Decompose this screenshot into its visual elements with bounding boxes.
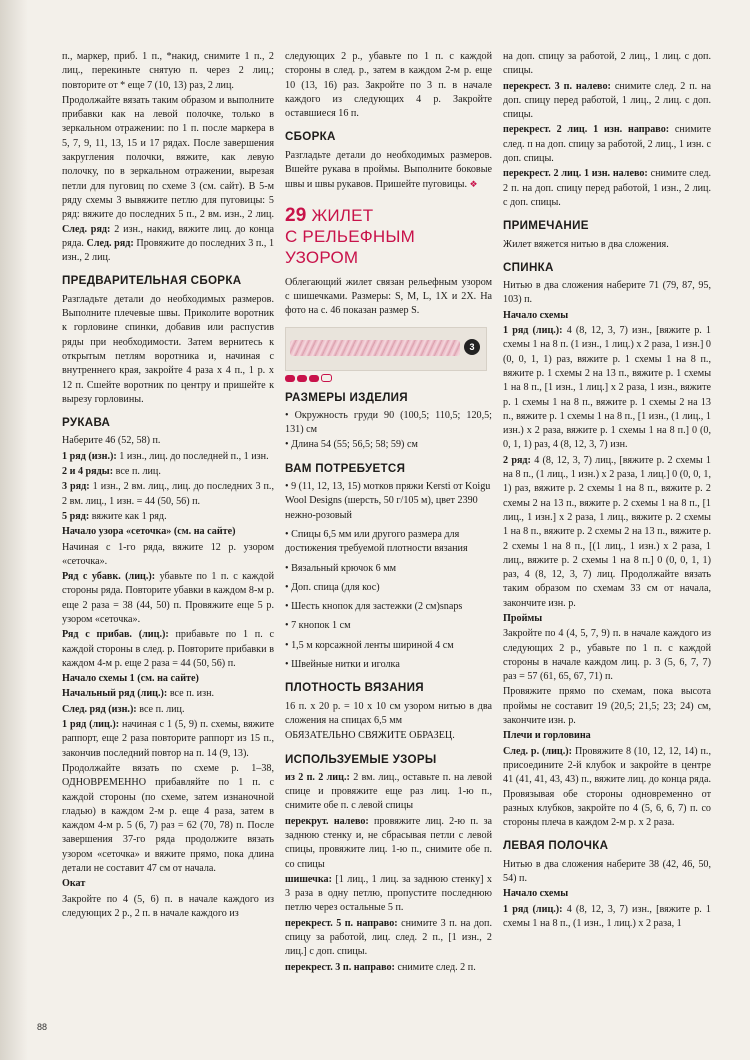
end-mark-icon: ❖: [469, 179, 478, 190]
section-heading-gauge: ПЛОТНОСТЬ ВЯЗАНИЯ: [285, 681, 424, 695]
paragraph: Закройте по 4 (4, 5, 7, 9) п. в начале каждого из следующих 2 р., убавьте по 1 п. с каждой стороны в начале каждом лиц. р. 3 (5, 6, 7, 7) раз = 57 (61, 65, 67, 71) п.: [503, 628, 711, 683]
paragraph: Закройте по 4 (5, 6) п. в начале каждого из следующих 2 р., 2 п. в начале каждого из: [62, 893, 274, 919]
paragraph: 16 п. х 20 р. = 10 х 10 см узором нитью в два сложения на спицах 6,5 мм: [285, 700, 492, 726]
instruction-row: Ряд с убавк. (лиц.): убавьте по 1 п. с каждой стороны ряда. Повторите убавки в каждом 8-м р. еще 2 раза = 38 (44, 50) п. Провяжите еще 5 р. узором «сеточка».: [62, 571, 274, 625]
project-title: [285, 205, 492, 268]
subheading: Начало схемы: [503, 888, 569, 900]
subheading: Начало узора «сеточка» (см. на сайте): [62, 526, 236, 538]
paragraph: Нитью в два сложения наберите 38 (42, 46, 50, 54) п.: [503, 858, 711, 885]
instruction-row: перекрест. 5 п. направо: снимите 3 п. на доп. спицу за работой, лиц. след. 2 п., [1 изн., 2 лиц.] с доп. спицы.: [285, 917, 492, 958]
subheading: Окат: [62, 878, 86, 890]
section-heading-sleeves: РУКАВА: [62, 416, 111, 430]
materials-list: [285, 480, 492, 672]
title-line-2: С РЕЛЬЕФНЫМ УЗОРОМ: [285, 226, 415, 267]
list-item: • 1,5 м корсажной ленты шириной 4 см: [285, 639, 454, 651]
instruction-row: След. р. (лиц.): Провяжите 8 (10, 12, 12, 14) п., присоедините 2-й клубок и закройте в центре 41 (41, 41, 43, 43) п., вяжите лиц. до конца ряда. Провязывая обе стороны одновременно от разных клубков, закройте по 4 (5, 6, 6, 7) п. со стороны плеча в каждом 2-м р. х 2 раза.: [503, 745, 711, 829]
list-item: • Шесть кнопок для застежки (2 см)snaps: [285, 601, 463, 613]
section-heading-left-front: ЛЕВАЯ ПОЛОЧКА: [503, 839, 609, 853]
instruction-row: 1 ряд (лиц.): 4 (8, 12, 3, 7) изн., [вяжите р. 1 схемы 1 на 8 п. (1 изн., 1 лиц.) х 2 раза, 1 изн.] 0 (0, 0, 1, 1) раз, вяжите р. 1 схемы 1 на 8 п., вяжите р. 1 схемы 2 на 13 п., вяжите р. 1 схемы 1 на 8 п., [1 изн., 1 лиц.] х 2 раза, 1 изн., вяжите р. 1 схемы 1 на 8 п., вяжите р. 1 схемы 2 на 13 п., вяжите р. 1 схемы 1 на 8 п., [1 изн., (1 лиц., 1 изн.) х 2 раза, вяжите р. 1 схемы 1 на 8 п.] 0 (0, 0, 1, 1) раз, 4 (8, 12, 3, 7) изн.: [503, 325, 711, 451]
subheading: Плечи и горловина: [503, 730, 591, 742]
instruction-row: 2 ряд: 4 (8, 12, 3, 7) лиц., [вяжите р. 2 схемы 1 на 8 п., (1 лиц., 1 изн.) х 2 раза, 1 лиц.] 0 (0, 0, 1, 1) раз, вяжите р. 2 схемы 1 на 8 п., вяжите р. 2 схемы 2 на 13 п., вяжите р. 2 схемы 1 на 8 п., [1 лиц., 1 изн.] х 2 раза, 1 лиц., вяжите р. 2 схемы 1 на 8 п., вяжите р. 2 схемы 2 на 13 п., вяжите р. 2 схемы 1 на 8 п., [(1 лиц., 1 изн.) х 2 раза, 1 лиц., вяжите р. 2 схемы 1 на 8 п.] 0 (0, 0, 1, 1) раз, 4 (8, 12, 3, 7) лиц. Продолжайте вязать таким образом по схемам 33 см от начала, закончите изн. р.: [503, 454, 711, 609]
instruction-row: 1 ряд (лиц.): 4 (8, 12, 3, 7) изн., [вяжите р. 1 схемы 1 на 8 п., (1 изн., 1 лиц.) х 2 раза, 1: [503, 903, 711, 929]
section-heading-note: ПРИМЕЧАНИЕ: [503, 219, 589, 233]
section-heading-assembly-prelim: ПРЕДВАРИТЕЛЬНАЯ СБОРКА: [62, 274, 242, 288]
section-heading-assembly: СБОРКА: [285, 130, 336, 144]
yarn-strand: [290, 340, 460, 356]
paragraph: Разгладьте детали до необходимых размеров. Вшейте рукава в проймы. Выполните боковые швы и швы рукавов. Пришейте пуговицы. ❖: [285, 149, 492, 191]
instruction-row: из 2 п. 2 лиц.: 2 вм. лиц., оставьте п. на левой спице и провяжите еще раз лиц. 1-ю п., снимите обе п. с левой спицы: [285, 771, 492, 812]
size-item: • Окружность груди 90 (100,5; 110,5; 120,5; 131) см: [285, 409, 492, 436]
subheading: Начало схемы 1 (см. на сайте): [62, 673, 199, 685]
page-number: 88: [37, 1022, 48, 1032]
list-item: • 7 кнопок 1 см: [285, 620, 351, 632]
difficulty-indicator: [285, 373, 492, 382]
page-gutter-shadow: [0, 0, 28, 1060]
yarn-swatch-image: [285, 327, 487, 371]
instruction-row: 3 ряд: 1 изн., 2 вм. лиц., лиц. до последних 3 п., 2 вм. лиц., 1 изн. = 44 (50, 56) п.: [62, 481, 274, 507]
instruction-row: перекрест. 3 п. налево: снимите след. 2 п. на доп. спицу перед работой, 1 лиц., 2 лиц. с доп. спицы.: [503, 80, 712, 121]
section-heading-back: СПИНКА: [503, 260, 554, 274]
instruction-row: перекрест. 2 лиц. 1 изн. направо: снимите след. п на доп. спицу за работой, 2 лиц., 1 изн. с доп. спицы.: [503, 124, 711, 165]
list-item: • Доп. спица (для кос): [285, 581, 380, 593]
paragraph: Наберите 46 (52, 58) п.: [62, 435, 161, 447]
instruction-row: шишечка: [1 лиц., 1 лиц. за заднюю стенку] х 3 раза в одну петлю, пропустите последнюю петлю через остальные 5 п.: [285, 873, 492, 914]
paragraph: п., маркер, приб. 1 п., *накид, снимите 1 п., 2 лиц., перекиньте снятую п. через 2 лиц.; повторите от * еще 7 (10, 13) раз, 2 лиц.: [62, 51, 274, 91]
subheading: Начало схемы: [503, 309, 569, 321]
instruction-row: Ряд с прибав. (лиц.): прибавьте по 1 п. с каждой стороны в след. р. Повторите прибавки в каждом 4-м р. еще 2 раза = 44 (50, 56) п.: [62, 629, 274, 669]
section-heading-materials: ВАМ ПОТРЕБУЕТСЯ: [285, 461, 406, 475]
list-item: • Швейные нитки и иголка: [285, 659, 400, 671]
column-3: [503, 50, 711, 932]
size-item: • Длина 54 (55; 56,5; 58; 59) см: [285, 439, 418, 451]
list-item: • Вязальный крючок 6 мм: [285, 562, 397, 574]
gauge-warning: ОБЯЗАТЕЛЬНО СВЯЖИТЕ ОБРАЗЕЦ.: [285, 730, 455, 742]
section-heading-patterns: ИСПОЛЬЗУЕМЫЕ УЗОРЫ: [285, 752, 437, 766]
project-intro: Облегающий жилет связан рельефным узором с шишечками. Размеры: S, M, L, 1X и 2X. На фото на с. 46 показан размер S.: [285, 276, 492, 317]
paragraph: Начиная с 1-го ряда, вяжите 12 р. узором «сеточка».: [62, 541, 274, 567]
paragraph: Нитью в два сложения наберите 71 (79, 87, 95, 103) п.: [503, 280, 711, 306]
list-item: • Спицы 6,5 мм или другого размера для достижения требуемой плотности вязания: [285, 528, 468, 555]
instruction-row: Начальный ряд (лиц.): все п. изн.: [62, 688, 215, 700]
instruction-row: перекрест. 3 п. направо: снимите след. 2 п.: [285, 961, 476, 973]
paragraph: Провяжите прямо по схемам, пока высота проймы не составит 19 (20,5; 21,5; 23; 24) см, закончите изн. р.: [503, 686, 711, 727]
paragraph: на доп. спицу за работой, 2 лиц., 1 лиц. с доп. спицы.: [503, 51, 711, 77]
instruction-row: перекрут. налево: провяжите лиц. 2-ю п. за заднюю стенку и, не сбрасывая петли с левой спицы, провяжите лиц. 1-ю п., снимите обе п. со спицы: [285, 815, 492, 870]
instruction-row: 5 ряд: вяжите как 1 ряд.: [62, 510, 167, 522]
column-1: [62, 50, 274, 922]
instruction-row: 1 ряд (лиц.): начиная с 1 (5, 9) п. схемы, вяжите раппорт, еще 2 раза повторите раппорт из 15 п., закончив последний повтор на п. 14 (9, 13).: [62, 719, 274, 759]
instruction-row: След. ряд (изн.): все п. лиц.: [62, 703, 185, 715]
column-2: [285, 50, 492, 976]
paragraph: следующих 2 р., убавьте по 1 п. с каждой стороны в след. р., затем в каждом 2-м р. еще 10 (13, 16) раз. Закройте по 3 п. в начале каждого из следующих 4 р. Закройте оставшиеся 16 п.: [285, 51, 492, 120]
paragraph: Продолжайте вязать по схеме р. 1–38, ОДНОВРЕМЕННО прибавляйте по 1 п. с каждой стороны (по схеме, затем изнаночной гладью) в каждом 2-м р. еще 4 раза, затем в каждом 4-м р. 5 (6, 7) раз = 62 (70, 78) п. После завершения 37-го ряда продолжите вязать узором «сеточка» и вяжите прямо, пока длина детали не составит 47 см от начала.: [62, 762, 274, 875]
list-item: • 9 (11, 12, 13, 15) мотков пряжи Kersti от Koigu Wool Designs (шерсть, 50 г/105 м), цвет 2390 нежно-розовый: [285, 481, 491, 521]
paragraph: Продолжайте вязать таким образом и выполните прибавки как на левой полочке, только в зеркальном отражении: по 1 п. после маркера в 5, 7, 9, 11, 13, 15 и 17 рядах. После завершения закругления полочки, вяжите, как левую полочку, по в зеркальном отражении, вырезая петли для пуговиц по схеме 3 (см. сайт). В 5-м ряду схемы 3 вывяжите петлю для пуговицы: 5 ряд: вяжите до последних 5 п., 2 вм. изн., 2 лиц. След. ряд: 2 изн., накид, вяжите лиц. до конца ряда. След. ряд: Провяжите до последних 3 п., 1 изн., 2 лиц.: [62, 94, 275, 264]
paragraph: Разгладьте детали до необходимых размеров. Выполните плечевые швы. Приколите воротник к горловине спинки, добавив или распустив ряды при необходимости. Затем вернитесь к открытым петлям воротника и, начиная с внутреннего края, закройте 4 раза х 4 п., 1 р. х 12 п. Сшейте воротник по центру и пришейте к вырезу горловины.: [62, 293, 274, 405]
paragraph: Жилет вяжется нитью в два сложения.: [503, 238, 669, 250]
section-heading-sizes: РАЗМЕРЫ ИЗДЕЛИЯ: [285, 390, 408, 404]
instruction-row: 2 и 4 ряды: все п. лиц.: [62, 466, 161, 478]
title-line-1: ЖИЛЕТ: [311, 205, 374, 225]
yarn-weight-badge: 3: [464, 339, 480, 355]
project-number: 29: [285, 204, 307, 226]
instruction-row: перекрест. 2 лиц. 1 изн. налево: снимите след. 2 п. на доп. спицу перед работой, 1 изн., 2 лиц. с доп. спицы.: [503, 168, 711, 208]
subheading: Проймы: [503, 612, 543, 624]
instruction-row: 1 ряд (изн.): 1 изн., лиц. до последней п., 1 изн.: [62, 450, 269, 462]
